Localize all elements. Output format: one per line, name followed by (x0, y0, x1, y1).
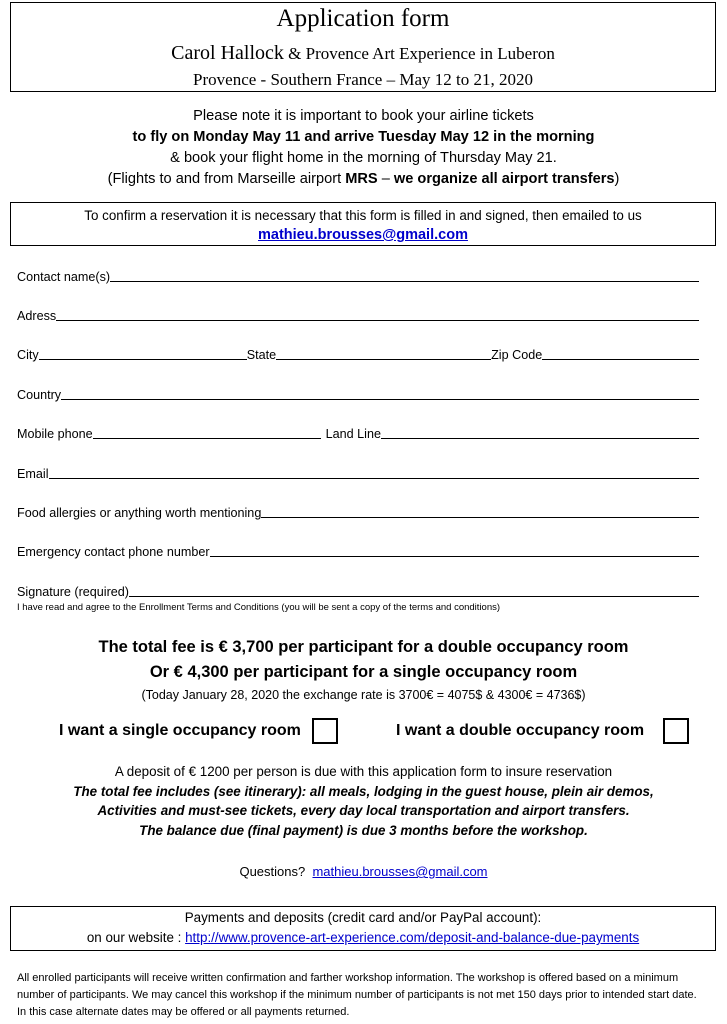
country-label: Country (17, 388, 62, 402)
single-room-label: I want a single occupancy room (59, 722, 301, 739)
notice-line-4 (0, 169, 727, 190)
phone-row (17, 422, 699, 442)
notice-line-4-c: – (377, 171, 394, 187)
country-field[interactable] (17, 383, 699, 403)
confirm-box (10, 202, 716, 246)
email-line[interactable] (49, 477, 700, 479)
address-field[interactable] (17, 304, 699, 324)
airline-notice (0, 106, 727, 190)
signature-line[interactable] (129, 595, 699, 597)
signature-field[interactable] (17, 580, 699, 600)
fee-double: The total fee is € 3,700 per participant for a double occupancy room (98, 638, 629, 656)
single-room-checkbox[interactable] (312, 718, 338, 744)
activities-line: Activities and must-see tickets, every day local transportation and airport transfers. (97, 803, 630, 818)
allergies-label: Food allergies or anything worth mentioning (17, 506, 262, 520)
payments-prefix: on our website : (86, 930, 186, 945)
city-label: City (17, 348, 39, 362)
email-field[interactable] (17, 462, 699, 482)
signature-label: Signature (required) (17, 585, 130, 599)
instructor-name: Carol Hallock (171, 42, 284, 64)
questions-label: Questions? (239, 864, 306, 879)
questions-email-link[interactable]: mathieu.brousses@gmail.com (312, 864, 488, 879)
exchange-rate-note: (Today January 28, 2020 the exchange rate is 3700€ = 4075$ & 4300€ = 4736$) (141, 688, 586, 702)
workshop-subtitle (11, 41, 715, 66)
state-line[interactable] (276, 358, 491, 360)
balance-due-line: The balance due (final payment) is due 3 months before the workshop. (139, 822, 588, 838)
allergies-field[interactable] (17, 501, 699, 521)
questions-line (0, 864, 727, 879)
payments-text: Payments and deposits (credit card and/or PayPal account): (184, 910, 542, 925)
notice-line-1: Please note it is important to book your airline tickets (193, 108, 534, 124)
footer-disclaimer: All enrolled participants will receive written confirmation and farther workshop information. The workshop is offered based on a minimum number of participants. We may cancel this workshop if the minimum number of participants is not met 150 days prior to intended start date. In this case alternate dates may be offered or all payments returned. (17, 972, 697, 1018)
fee-single: Or € 4,300 per participant for a single occupancy room (149, 663, 578, 681)
program-name: & Provence Art Experience in Luberon (288, 44, 555, 63)
header-box (10, 2, 716, 92)
notice-line-4-e: ) (614, 171, 620, 187)
contact-name-field[interactable] (17, 265, 699, 285)
emergency-contact-field[interactable] (17, 540, 699, 560)
deposit-section (0, 762, 727, 840)
emergency-contact-label: Emergency contact phone number (17, 545, 210, 559)
city-state-zip-row (17, 343, 699, 363)
landline-line[interactable] (381, 437, 699, 439)
contact-name-label: Contact name(s) (17, 270, 111, 284)
mobile-phone-line[interactable] (93, 437, 321, 439)
state-label: State (246, 348, 277, 362)
payments-url-link[interactable]: http://www.provence-art-experience.com/deposit-and-balance-due-payments (185, 930, 640, 945)
terms-note: I have read and agree to the Enrollment Terms and Conditions (you will be sent a copy of the terms and conditions) (17, 602, 501, 613)
zip-line[interactable] (542, 358, 699, 360)
contact-name-line[interactable] (110, 280, 699, 282)
zip-label: Zip Code (491, 348, 543, 362)
address-line[interactable] (56, 319, 699, 321)
country-line[interactable] (61, 398, 699, 400)
address-label: Adress (17, 309, 57, 323)
notice-line-4-a: (Flights to and from Marseille airport (107, 171, 346, 187)
confirm-email-link[interactable]: mathieu.brousses@gmail.com (258, 227, 468, 243)
notice-line-3: & book your flight home in the morning of Thursday May 21. (170, 150, 557, 166)
double-room-checkbox[interactable] (663, 718, 689, 744)
workshop-dates: Provence - Southern France – May 12 to 21, 2020 (193, 70, 533, 89)
airport-code: MRS (345, 171, 378, 187)
landline-label: Land Line (325, 427, 381, 441)
fee-includes-line: The total fee includes (see itinerary): all meals, lodging in the guest house, plein air demos, (73, 783, 654, 799)
allergies-line[interactable] (261, 516, 699, 518)
notice-line-2: to fly on Monday May 11 and arrive Tuesday May 12 in the morning (132, 129, 595, 145)
confirm-text: To confirm a reservation it is necessary that this form is filled in and signed, then emailed to us (84, 208, 642, 223)
email-label: Email (17, 467, 49, 481)
payments-box (10, 906, 716, 951)
deposit-line: A deposit of € 1200 per person is due with this application form to insure reservation (114, 764, 613, 779)
transfers-note: we organize all airport transfers (393, 171, 615, 187)
emergency-contact-line[interactable] (210, 555, 699, 557)
double-room-label: I want a double occupancy room (396, 722, 645, 739)
mobile-phone-label: Mobile phone (17, 427, 93, 441)
form-title: Application form (276, 5, 450, 32)
city-line[interactable] (39, 358, 247, 360)
